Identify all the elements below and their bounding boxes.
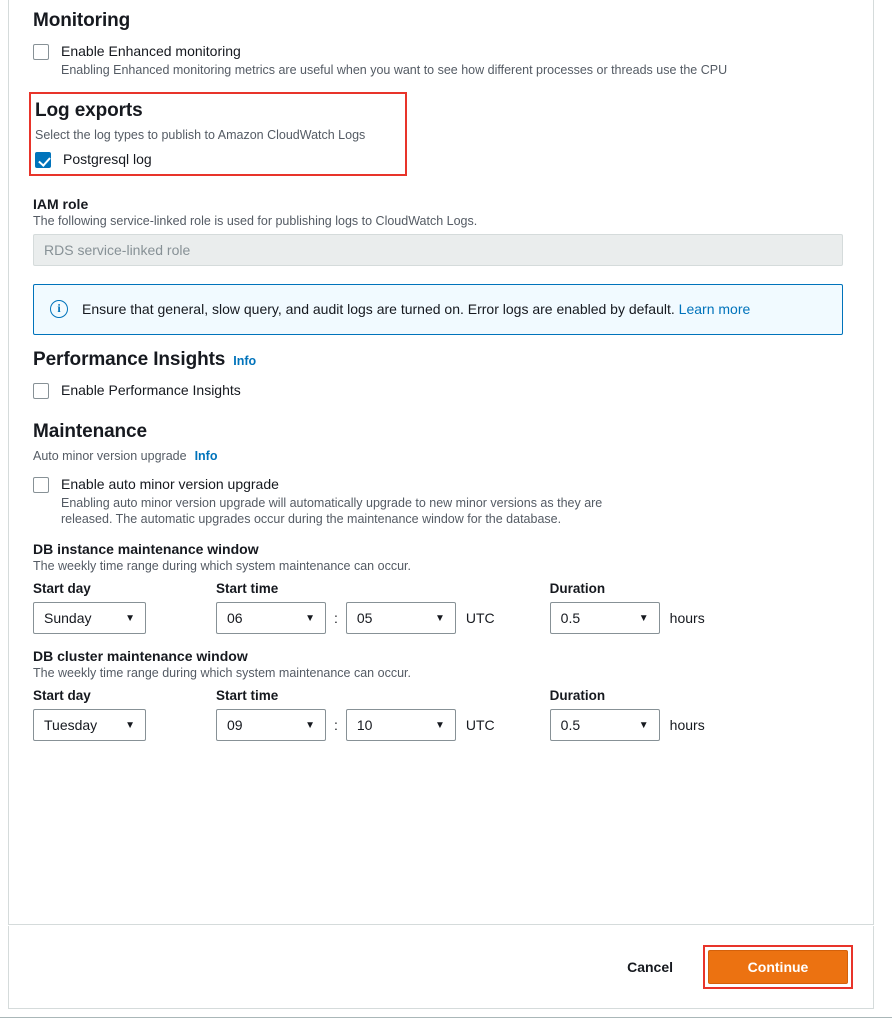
panel-content bbox=[9, 0, 873, 767]
enhanced-monitoring-label: Enable Enhanced monitoring bbox=[61, 43, 241, 59]
instance-duration-col bbox=[550, 581, 705, 634]
cluster-start-time-col bbox=[216, 688, 495, 741]
logs-info-alert-text bbox=[82, 299, 750, 320]
instance-start-hour-select[interactable] bbox=[216, 602, 326, 634]
cluster-duration-header: Duration bbox=[549, 688, 606, 703]
performance-insights-label: Enable Performance Insights bbox=[61, 382, 241, 398]
chevron-down-icon: ▼ bbox=[125, 719, 135, 731]
enhanced-monitoring-help: Enabling Enhanced monitoring metrics are useful when you want to see how different processes or threads use the CPU bbox=[61, 63, 728, 77]
instance-start-minute-value: 05 bbox=[356, 610, 373, 626]
db-cluster-window-label: DB cluster maintenance window bbox=[33, 648, 248, 664]
cluster-start-hour-select[interactable] bbox=[216, 709, 326, 741]
instance-time-colon: : bbox=[334, 610, 338, 626]
chevron-down-icon: ▼ bbox=[434, 719, 445, 731]
cluster-start-minute-select[interactable] bbox=[346, 709, 456, 741]
instance-start-day-value: Sunday bbox=[44, 610, 92, 626]
chevron-down-icon: ▼ bbox=[305, 612, 315, 624]
instance-duration-select[interactable] bbox=[550, 602, 660, 634]
chevron-down-icon: ▼ bbox=[434, 612, 445, 624]
instance-start-day-col bbox=[33, 581, 146, 634]
cluster-start-hour-value: 09 bbox=[227, 717, 243, 733]
chevron-down-icon: ▼ bbox=[125, 612, 135, 624]
cluster-start-day-select[interactable] bbox=[33, 709, 146, 741]
cluster-start-day-value: Tuesday bbox=[44, 717, 98, 733]
instance-duration-unit: hours bbox=[669, 610, 705, 626]
learn-more-link[interactable]: Learn more bbox=[678, 301, 751, 317]
alert-message: Ensure that general, slow query, and audit logs are turned on. Error logs are enabled by default. bbox=[82, 301, 675, 317]
settings-panel bbox=[8, 0, 874, 925]
cancel-button[interactable]: Cancel bbox=[621, 958, 679, 976]
auto-minor-upgrade-help: Enabling auto minor version upgrade will automatically upgrade to new minor versions as they are released. The automatic upgrades occur during the maintenance window for the database. bbox=[61, 496, 603, 526]
instance-duration-header: Duration bbox=[549, 581, 606, 596]
enhanced-monitoring-checkbox[interactable] bbox=[33, 44, 49, 60]
performance-insights-info-link[interactable]: Info bbox=[233, 354, 257, 368]
db-instance-window-desc: The weekly time range during which system maintenance can occur. bbox=[33, 559, 411, 573]
auto-minor-upgrade-label: Enable auto minor version upgrade bbox=[61, 476, 279, 492]
log-exports-desc: Select the log types to publish to Amazon CloudWatch Logs bbox=[35, 128, 366, 142]
cluster-duration-select[interactable] bbox=[550, 709, 660, 741]
monitoring-heading: Monitoring bbox=[33, 10, 131, 31]
cluster-start-day-header: Start day bbox=[33, 688, 91, 703]
auto-minor-upgrade-checkbox-row[interactable] bbox=[33, 467, 849, 493]
log-exports-highlight bbox=[29, 92, 407, 176]
cluster-start-day-col bbox=[33, 688, 146, 741]
log-exports-heading: Log exports bbox=[35, 100, 143, 121]
auto-minor-title-row bbox=[33, 449, 849, 467]
postgresql-log-checkbox-row[interactable] bbox=[35, 146, 399, 168]
db-cluster-window-controls bbox=[33, 688, 849, 741]
iam-role-value: RDS service-linked role bbox=[33, 234, 843, 266]
enhanced-monitoring-checkbox-row[interactable] bbox=[33, 38, 849, 60]
postgresql-log-label: Postgresql log bbox=[63, 151, 152, 167]
performance-insights-title-row bbox=[33, 339, 849, 377]
cluster-timezone-label: UTC bbox=[465, 717, 495, 733]
iam-role-desc: The following service-linked role is used for publishing logs to CloudWatch Logs. bbox=[33, 214, 478, 228]
form-footer bbox=[8, 926, 874, 1009]
performance-insights-checkbox-row[interactable] bbox=[33, 377, 849, 399]
maintenance-heading: Maintenance bbox=[33, 421, 147, 442]
cluster-time-colon: : bbox=[334, 717, 338, 733]
chevron-down-icon: ▼ bbox=[638, 719, 649, 731]
cluster-start-time-header: Start time bbox=[216, 688, 279, 703]
instance-start-minute-select[interactable] bbox=[346, 602, 456, 634]
instance-timezone-label: UTC bbox=[465, 610, 495, 626]
instance-duration-value: 0.5 bbox=[560, 610, 581, 626]
instance-start-day-header: Start day bbox=[33, 581, 91, 596]
logs-info-alert bbox=[33, 284, 843, 335]
iam-role-label: IAM role bbox=[33, 196, 89, 212]
auto-minor-version-label: Auto minor version upgrade bbox=[33, 449, 187, 463]
cluster-duration-value: 0.5 bbox=[560, 717, 581, 733]
db-cluster-window-desc: The weekly time range during which system maintenance can occur. bbox=[33, 666, 411, 680]
cluster-duration-unit: hours bbox=[669, 717, 705, 733]
info-icon: i bbox=[50, 300, 68, 318]
auto-minor-upgrade-checkbox[interactable] bbox=[33, 477, 49, 493]
postgresql-log-checkbox[interactable] bbox=[35, 152, 51, 168]
instance-start-day-select[interactable] bbox=[33, 602, 146, 634]
continue-button-highlight bbox=[703, 945, 853, 989]
instance-start-time-header: Start time bbox=[216, 581, 279, 596]
cluster-duration-col bbox=[550, 688, 705, 741]
instance-start-time-col bbox=[216, 581, 495, 634]
cluster-start-minute-value: 10 bbox=[356, 717, 373, 733]
chevron-down-icon: ▼ bbox=[638, 612, 649, 624]
db-instance-window-controls bbox=[33, 581, 849, 634]
auto-minor-version-info-link[interactable]: Info bbox=[194, 449, 218, 463]
chevron-down-icon: ▼ bbox=[305, 719, 315, 731]
performance-insights-checkbox[interactable] bbox=[33, 383, 49, 399]
continue-button[interactable]: Continue bbox=[708, 950, 848, 984]
db-instance-window-label: DB instance maintenance window bbox=[33, 541, 259, 557]
bottom-divider bbox=[0, 1017, 892, 1018]
performance-insights-heading: Performance Insights bbox=[33, 349, 226, 370]
instance-start-hour-value: 06 bbox=[227, 610, 243, 626]
